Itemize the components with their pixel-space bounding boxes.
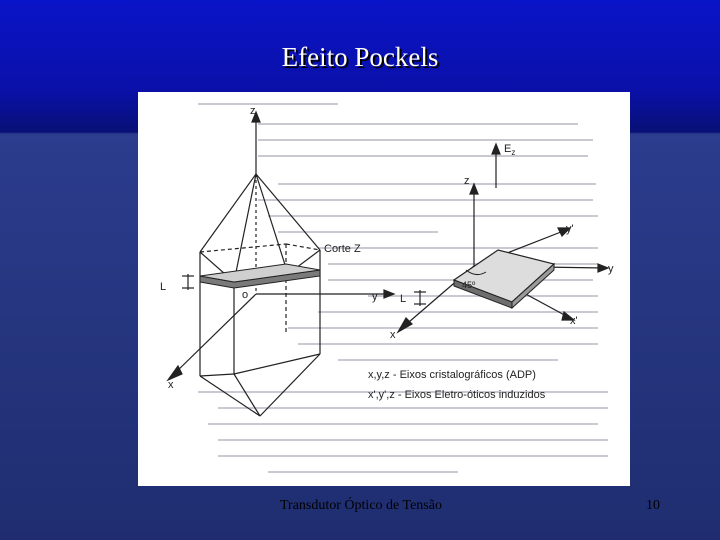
crystal-x-label: x: [168, 379, 174, 391]
crystal-origin-label: o: [242, 289, 249, 301]
background-scan-text: [198, 104, 608, 472]
legend-line-2: x',y',z - Eixos Eletro-óticos induzidos: [368, 389, 546, 401]
plate-z-label: z: [464, 175, 470, 187]
slide-title: Efeito Pockels: [281, 42, 439, 72]
crystal-y-label: y: [372, 291, 378, 303]
plate-length-label: L: [400, 293, 407, 305]
plate-x-prime-label: x': [570, 315, 578, 327]
plate-length-marker: [414, 290, 426, 306]
plate-y-label: y: [608, 263, 614, 275]
crystal-length-marker: [182, 274, 194, 290]
plate-y-prime-label: y': [566, 223, 574, 235]
plate-crystal: [454, 250, 554, 308]
page-number: 10: [646, 498, 660, 513]
footer-title: Transdutor Óptico de Tensão: [280, 498, 442, 513]
pockels-diagram: [138, 92, 630, 486]
crystal-z-label: z: [250, 105, 256, 117]
crystal-length-label: L: [160, 281, 167, 293]
plate-x-label: x: [390, 329, 396, 341]
corte-z-label: Corte Z: [324, 243, 361, 255]
legend-line-1: x,y,z - Eixos cristalográficos (ADP): [368, 369, 536, 381]
scanned-figure: [138, 92, 630, 486]
ez-label: $E_z$: [504, 143, 516, 157]
angle-45-label: 45º: [462, 280, 476, 290]
